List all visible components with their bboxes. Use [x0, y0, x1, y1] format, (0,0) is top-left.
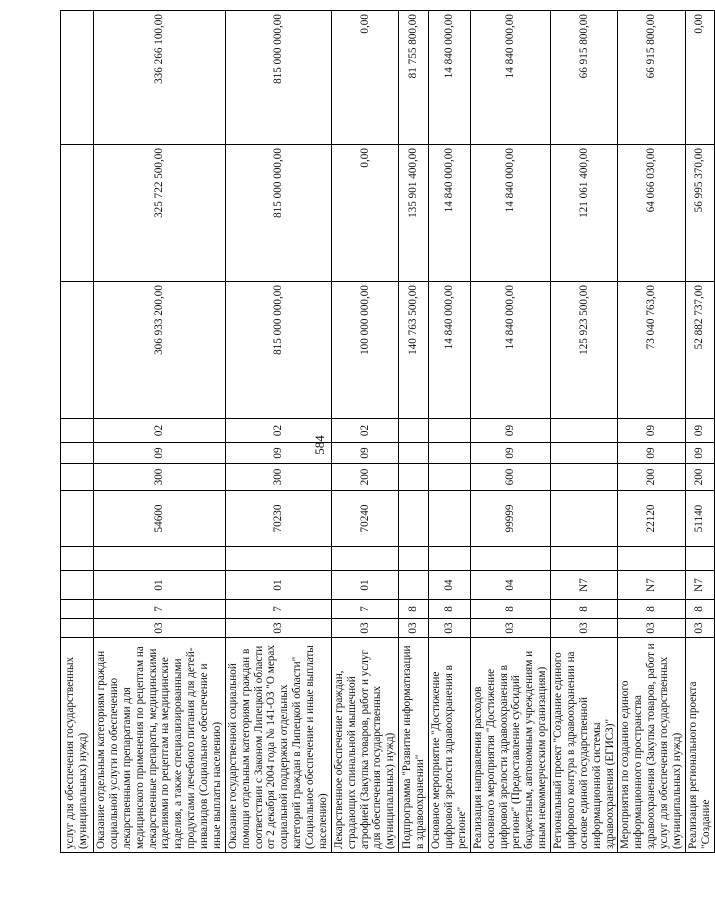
row-nr — [61, 491, 94, 547]
table-row — [429, 11, 471, 853]
row-nr — [551, 491, 618, 547]
budget-table — [60, 10, 715, 853]
row-nr: 70230 — [225, 491, 331, 547]
row-gr: 03 — [399, 619, 429, 638]
row-rz: 09 — [94, 443, 226, 464]
row-value-3: 14 840 000,00 — [470, 11, 550, 145]
table-row — [618, 11, 685, 853]
row-pd: 09 — [470, 419, 550, 443]
row-pr: 01 — [94, 571, 226, 600]
rotated-page-content — [60, 14, 712, 853]
row-gr: 03 — [331, 619, 398, 638]
row-pd: 02 — [225, 419, 331, 443]
row-value-1: 306 933 200,00 — [94, 282, 226, 419]
row-pd: 09 — [618, 419, 685, 443]
table-row — [551, 11, 618, 853]
row-name: Региональный проект "Создание единого цифрового контура в здравоохранении на основе единой государственной информационной системы здравоохранения (ЕГИСЗ)" — [551, 638, 618, 853]
row-os — [61, 547, 94, 571]
row-value-2: 64 066 030,00 — [618, 145, 685, 282]
row-gr: 03 — [429, 619, 471, 638]
row-value-3: 66 915 800,00 — [618, 11, 685, 145]
row-nr — [429, 491, 471, 547]
row-rz — [61, 443, 94, 464]
row-nr: 22120 — [618, 491, 685, 547]
row-value-1: 125 923 500,00 — [551, 282, 618, 419]
row-rz: 09 — [470, 443, 550, 464]
row-vr: 600 — [470, 464, 550, 491]
table-row — [61, 11, 94, 853]
row-nr: 70240 — [331, 491, 398, 547]
row-value-1: 73 040 763,00 — [618, 282, 685, 419]
row-pd: 02 — [331, 419, 398, 443]
row-os — [618, 547, 685, 571]
row-value-2: 14 840 000,00 — [470, 145, 550, 282]
row-value-1: 140 763 500,00 — [399, 282, 429, 419]
row-pr — [399, 571, 429, 600]
row-os — [551, 547, 618, 571]
row-pd — [61, 419, 94, 443]
row-pz: 8 — [551, 600, 618, 619]
row-value-3: 815 000 000,00 — [225, 11, 331, 145]
row-vr: 300 — [94, 464, 226, 491]
row-value-2 — [61, 145, 94, 282]
row-gr: 03 — [94, 619, 226, 638]
row-gr: 03 — [225, 619, 331, 638]
row-value-2: 0,00 — [331, 145, 398, 282]
row-vr: 200 — [331, 464, 398, 491]
row-name: Основное мероприятие "Достижение цифровой зрелости здравоохранения в регионе" — [429, 638, 471, 853]
row-pz — [61, 600, 94, 619]
row-name: Лекарственное обеспечение граждан, страдающих спинальной мышечной атрофией (Закупка товаров, работ и услуг для обеспечения государственных (муниципальных) нужд) — [331, 638, 398, 853]
row-vr: 200 — [685, 464, 714, 491]
row-value-2: 325 722 500,00 — [94, 145, 226, 282]
table-row — [225, 11, 331, 853]
row-value-1: 100 000 000,00 — [331, 282, 398, 419]
row-pr: 04 — [429, 571, 471, 600]
row-rz: 09 — [618, 443, 685, 464]
row-vr — [61, 464, 94, 491]
row-pz: 7 — [225, 600, 331, 619]
row-value-3: 336 266 100,00 — [94, 11, 226, 145]
row-pz: 8 — [685, 600, 714, 619]
row-nr — [399, 491, 429, 547]
row-pd: 02 — [94, 419, 226, 443]
row-value-1: 52 882 737,00 — [685, 282, 714, 419]
row-nr: 51140 — [685, 491, 714, 547]
row-name: Оказание отдельным категориям граждан социальной услуги по обеспечению лекарственными препаратами для медицинского применения по рецептам на лекарственные препараты, медицинскими изделиями по рецептам на медицинские изделия, а также специализированными продуктами лечебного питания для детей-инвалидов (Социальное обеспечение и иные выплаты населению) — [94, 638, 226, 853]
row-value-3: 66 915 800,00 — [551, 11, 618, 145]
page-number: 584 — [312, 435, 327, 455]
row-gr: 03 — [551, 619, 618, 638]
row-pz: 7 — [94, 600, 226, 619]
row-name: Мероприятия по созданию единого информационного пространства здравоохранения (Закупка товаров, работ и услуг для обеспечения государственных (муниципальных) нужд) — [618, 638, 685, 853]
row-name: услуг для обеспечения государственных (муниципальных) нужд) — [61, 638, 94, 853]
row-pz: 7 — [331, 600, 398, 619]
row-os — [429, 547, 471, 571]
row-pz: 8 — [429, 600, 471, 619]
row-rz — [399, 443, 429, 464]
row-pr: N7 — [618, 571, 685, 600]
row-pd — [399, 419, 429, 443]
row-gr: 03 — [685, 619, 714, 638]
row-value-1: 14 840 000,00 — [429, 282, 471, 419]
row-pr: 01 — [225, 571, 331, 600]
row-name: Реализация направления расходов основного мероприятия "Достижение цифровой зрелости здравоохранения в регионе" (Предоставление субсидий бюджетным, автономным учреждениям и иным некоммерческим организациям) — [470, 638, 550, 853]
row-pr: 01 — [331, 571, 398, 600]
row-value-3: 14 840 000,00 — [429, 11, 471, 145]
row-value-1 — [61, 282, 94, 419]
row-gr — [61, 619, 94, 638]
row-vr — [429, 464, 471, 491]
row-value-3: 81 755 800,00 — [399, 11, 429, 145]
row-gr: 03 — [470, 619, 550, 638]
row-value-2: 121 061 400,00 — [551, 145, 618, 282]
row-name: Подпрограмма "Развитие информатизации в здравоохранении" — [399, 638, 429, 853]
row-pz: 8 — [399, 600, 429, 619]
row-value-1: 14 840 000,00 — [470, 282, 550, 419]
table-row — [399, 11, 429, 853]
row-os — [470, 547, 550, 571]
row-rz: 09 — [331, 443, 398, 464]
row-value-1: 815 000 000,00 — [225, 282, 331, 419]
row-nr: 99999 — [470, 491, 550, 547]
row-rz: 09 — [225, 443, 331, 464]
row-value-2: 815 000 000,00 — [225, 145, 331, 282]
table-row — [685, 11, 714, 853]
row-gr: 03 — [618, 619, 685, 638]
row-os — [399, 547, 429, 571]
row-value-3 — [61, 11, 94, 145]
row-pr — [61, 571, 94, 600]
row-pr: N7 — [685, 571, 714, 600]
row-value-2: 135 901 400,00 — [399, 145, 429, 282]
row-pr: 04 — [470, 571, 550, 600]
row-pz: 8 — [470, 600, 550, 619]
row-pr: N7 — [551, 571, 618, 600]
row-name: Оказание государственной социальной помощи отдельным категориям граждан в соответствии с Законом Липецкой области от 2 декабря 2004 года № 141-ОЗ "О мерах социальной поддержки отдельных категорий граждан в Липецкой области" (Социальное обеспечение и иные выплаты населению) — [225, 638, 331, 853]
row-nr: 54600 — [94, 491, 226, 547]
row-value-3: 0,00 — [685, 11, 714, 145]
row-rz — [551, 443, 618, 464]
row-os — [331, 547, 398, 571]
row-value-2: 14 840 000,00 — [429, 145, 471, 282]
row-pd — [429, 419, 471, 443]
row-os — [685, 547, 714, 571]
row-vr: 200 — [618, 464, 685, 491]
row-rz: 09 — [685, 443, 714, 464]
row-os — [225, 547, 331, 571]
row-os — [94, 547, 226, 571]
table-row — [94, 11, 226, 853]
table-row — [470, 11, 550, 853]
row-rz — [429, 443, 471, 464]
row-vr: 300 — [225, 464, 331, 491]
row-vr — [399, 464, 429, 491]
row-value-2: 56 995 370,00 — [685, 145, 714, 282]
row-pz: 8 — [618, 600, 685, 619]
row-vr — [551, 464, 618, 491]
row-pd: 09 — [685, 419, 714, 443]
row-pd — [551, 419, 618, 443]
row-name: Реализация регионального проекта "Создание — [685, 638, 714, 853]
row-value-3: 0,00 — [331, 11, 398, 145]
table-row — [331, 11, 398, 853]
